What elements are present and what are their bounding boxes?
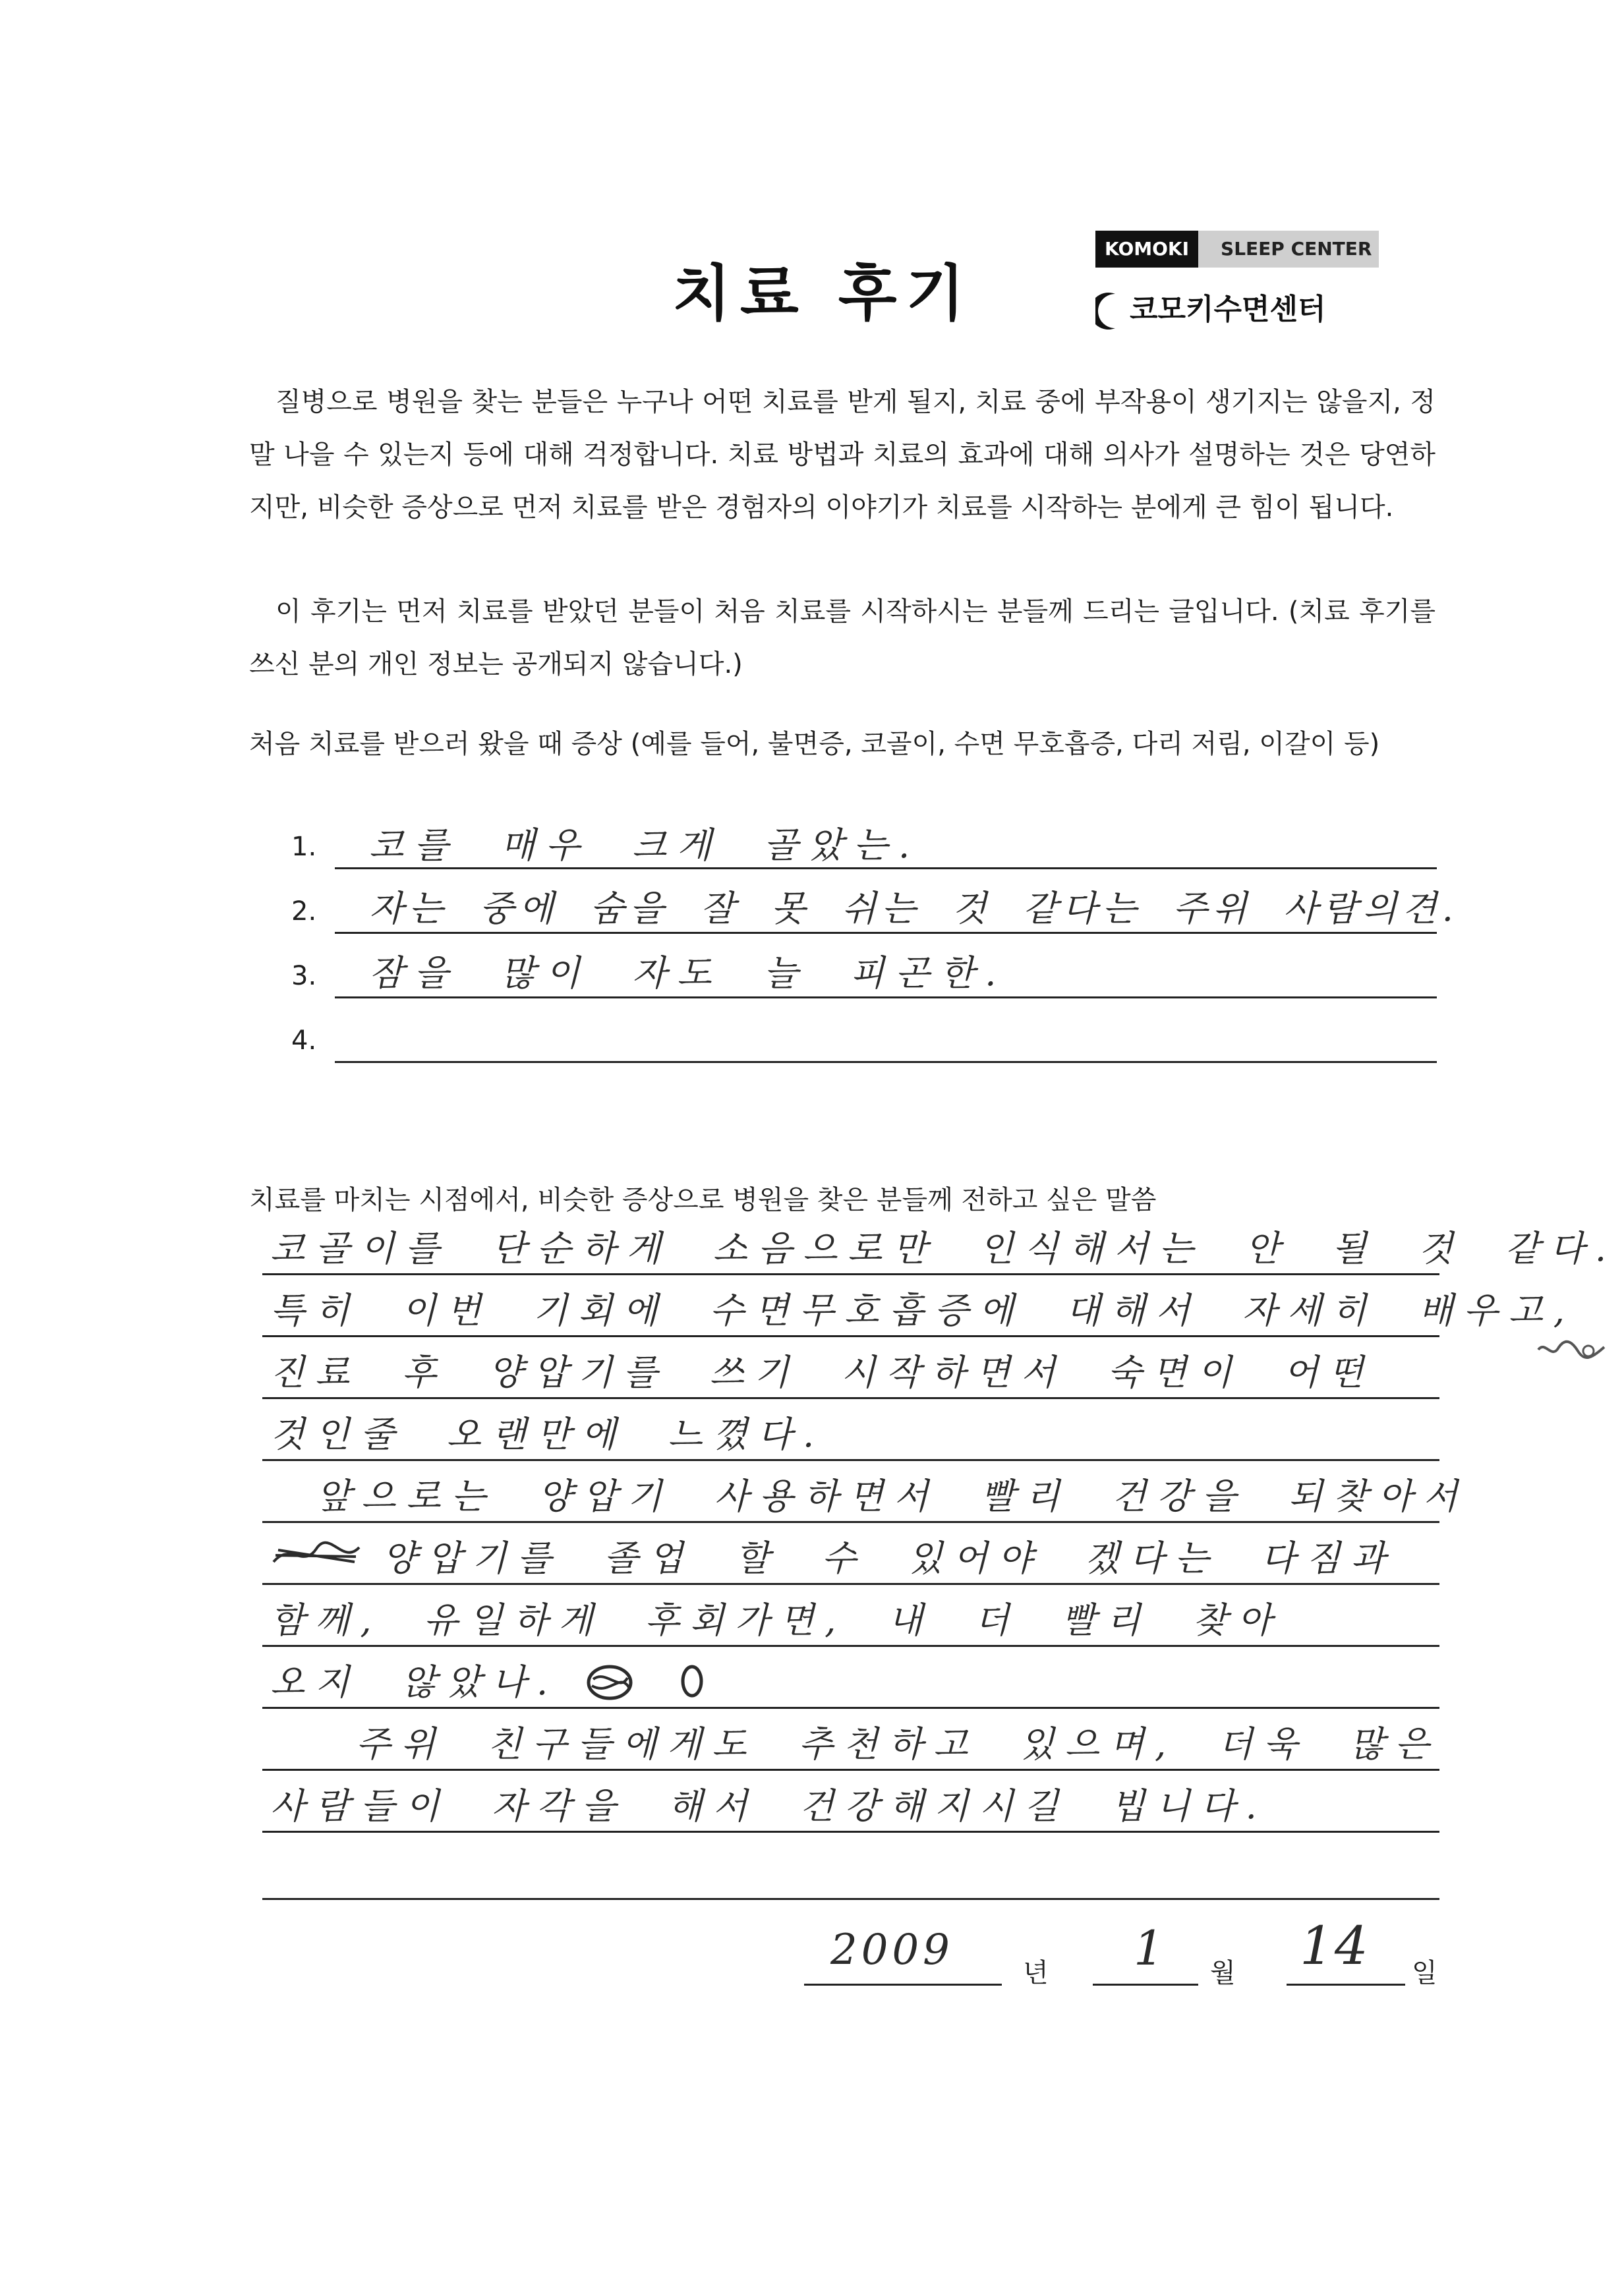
symptoms-label: 처음 치료를 받으러 왔을 때 증상 (예를 들어, 불면증, 코골이, 수면 무호흡증, 다리 저림, 이갈이 등)	[249, 729, 1380, 759]
message-line-6[interactable]: 양압기를 졸업 할 수 있어야 겠다는 다짐과	[382, 1538, 1396, 1579]
scribble-mark-2	[580, 1659, 718, 1706]
crescent-moon-icon	[1095, 291, 1126, 331]
date-day-label: 일	[1412, 1958, 1437, 1988]
date-year-label: 년	[1023, 1958, 1049, 1988]
message-line-5[interactable]: 앞으로는 양압기 사용하면서 빨리 건강을 되찾아서	[316, 1476, 1468, 1517]
logo-name-ko-text: 코모키수면센터	[1130, 293, 1326, 326]
stray-mark	[1536, 1337, 1608, 1363]
clinic-logo	[1095, 231, 1385, 346]
message-rule-1	[262, 1273, 1439, 1275]
message-rule-9	[262, 1769, 1439, 1771]
symptom-answer-3[interactable]: 잠을 많이 자도 늘 피곤한.	[369, 952, 1007, 994]
message-line-3[interactable]: 진료 후 양압기를 쓰기 시작하면서 숙면이 어떤	[270, 1352, 1374, 1393]
message-rule-7	[262, 1645, 1439, 1647]
date-day-line	[1287, 1984, 1405, 1986]
message-rule-8	[262, 1707, 1439, 1709]
logo-banner	[1095, 231, 1379, 268]
message-rule-5	[262, 1521, 1439, 1523]
intro-paragraph-2: 이 후기는 먼저 치료를 받았던 분들이 처음 치료를 시작하시는 분들께 드리는 글입니다. (치료 후기를 쓰신 분의 개인 정보는 공개되지 않습니다.)	[249, 596, 1436, 679]
logo-brand-en: KOMOKI	[1095, 231, 1198, 268]
symptom-line-2	[335, 932, 1437, 934]
message-line-9[interactable]: 주위 친구들에게도 추천하고 있으며, 더욱 많은	[356, 1723, 1440, 1765]
symptom-line-3	[335, 996, 1437, 998]
date-day[interactable]: 14	[1300, 1915, 1370, 1976]
date-month-line	[1093, 1984, 1198, 1986]
message-line-10[interactable]: 사람들이 자각을 해서 건강해지시길 빕니다.	[270, 1785, 1267, 1827]
scribble-mark-1	[270, 1536, 362, 1575]
message-line-2[interactable]: 특히 이번 기회에 수면무호흡증에 대해서 자세히 배우고,	[270, 1290, 1575, 1331]
symptom-number-1: 1.	[291, 832, 317, 862]
message-rule-10	[262, 1831, 1439, 1833]
date-month-label: 월	[1210, 1958, 1236, 1988]
page-title: 치료 후기	[672, 258, 974, 329]
symptom-number-2: 2.	[291, 896, 317, 927]
symptom-number-3: 3.	[291, 961, 317, 991]
message-rule-4	[262, 1459, 1439, 1461]
intro-paragraph-1: 질병으로 병원을 찾는 분들은 누구나 어떤 치료를 받게 될지, 치료 중에 부작용이 생기지는 않을지, 정말 나을 수 있는지 등에 대해 걱정합니다. 치료 방법과 치료의 효과에 대해 의사가 설명하는 것은 당연하지만, 비슷한 증상으로 먼저 치료를 받은 경험자의 이야기가 치료를 시작하는 분에게 큰 힘이 됩니다.	[249, 387, 1436, 523]
message-rule-11	[262, 1898, 1439, 1900]
logo-name-ko	[1095, 283, 1326, 336]
message-line-4[interactable]: 것인줄 오랜만에 느꼈다.	[270, 1414, 825, 1455]
symptom-line-4	[335, 1061, 1437, 1063]
message-rule-6	[262, 1583, 1439, 1585]
message-rule-2	[262, 1335, 1439, 1337]
date-year[interactable]: 2009	[830, 1926, 954, 1974]
message-label: 치료를 마치는 시점에서, 비슷한 증상으로 병원을 찾은 분들께 전하고 싶은 말씀	[249, 1185, 1157, 1215]
message-rule-3	[262, 1397, 1439, 1399]
symptom-number-4: 4.	[291, 1025, 317, 1056]
symptom-answer-1[interactable]: 코를 매우 크게 골았는.	[369, 824, 921, 866]
symptom-answer-2[interactable]: 자는 중에 숨을 잘 못 쉬는 것 같다는 주위 사람의견.	[369, 888, 1459, 929]
message-line-7[interactable]: 함께, 유일하게 후회가면, 내 더 빨리 찾아	[270, 1599, 1283, 1641]
message-line-1[interactable]: 코골이를 단순하게 소음으로만 인식해서는 안 될 것 같다.	[270, 1228, 1617, 1269]
date-year-line	[804, 1984, 1002, 1986]
message-line-8[interactable]: 오지 않았나.	[270, 1661, 559, 1703]
date-month[interactable]: 1	[1134, 1920, 1174, 1976]
logo-center-en: SLEEP CENTER	[1221, 238, 1372, 260]
